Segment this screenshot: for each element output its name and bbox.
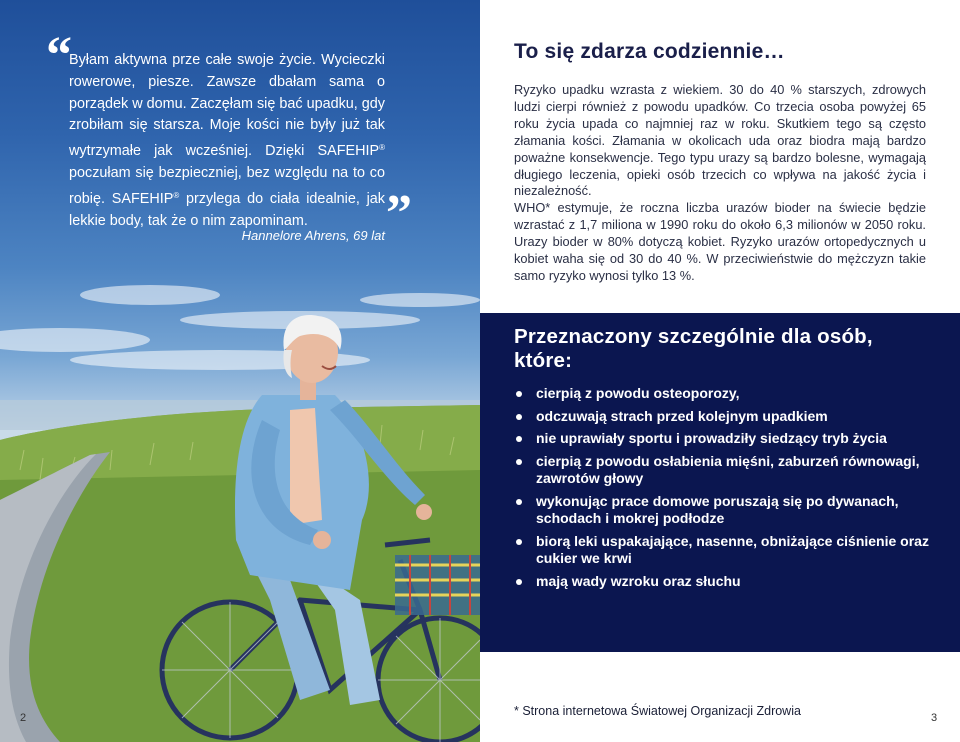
target-group-panel xyxy=(480,313,960,652)
page-number-right: 3 xyxy=(931,712,938,724)
registered-mark: ® xyxy=(379,143,385,153)
article-paragraph: Ryzyko upadku wzrasta z wiekiem. 30 do 40 % starszych, zdrowych ludzi cierpi również z powodu upadków. Co trzecia osoba powyżej 65 roku życia upada co najmniej raz w roku. Skutkiem tego są często złamania kości. Złamania w okolicach uda oraz biodra mają bardzo poważne konsekwencje. Tego typu urazy są bardzo bolesne, wymagają długiego leczenia, opieki osób trzecich co wpływa na jakość życia i niezależność. xyxy=(514,82,926,199)
testimonial-quote xyxy=(69,50,385,232)
list-item: nie uprawiały sportu i prowadziły siedzący tryb życia xyxy=(514,430,934,448)
clouds xyxy=(0,285,480,370)
list-item: cierpią z powodu osłabienia mięśni, zaburzeń równowagi, zawrotów głowy xyxy=(514,453,934,488)
bike-basket xyxy=(395,555,480,615)
article-body xyxy=(514,82,926,285)
target-group-list xyxy=(514,385,934,595)
article-paragraph: WHO* estymuje, że roczna liczba urazów bioder na świecie będzie wzrastać z 1,7 miliona w 1990 roku do około 6,3 milionów w 2050 roku. Urazy bioder w 80% dotyczą kobiet. Ryzyko urazów ortopedycznych u kobiet waha się od 30 do 40 %. W przeciwieństwie do mężczyzn takie samo ryzyko wynosi tylko 13 %. xyxy=(514,200,926,283)
list-item: biorą leki uspakajające, nasenne, obniżające ciśnienie oraz cukier we krwi xyxy=(514,533,934,568)
list-item: wykonując prace domowe poruszają się po dywanach, schodach i mokrej podłodze xyxy=(514,493,934,528)
list-item: cierpią z powodu osteoporozy, xyxy=(514,385,934,403)
quote-part-1: Byłam aktywna prze całe swoje życie. Wycieczki rowerowe, piesze. Zawsze dbałam sama o porządek w domu. Zaczęłam się bać upadku, gdy zrobiłam się starsza. Moje kości nie były już tak wytrzymałe jak wcześniej. Dzięki SAFEHIP xyxy=(69,52,385,160)
footnote: * Strona internetowa Światowej Organizacji Zdrowia xyxy=(514,704,801,718)
open-quote-mark: “ xyxy=(46,27,72,84)
panel-heading: Przeznaczony szczególnie dla osób, które: xyxy=(514,325,873,372)
close-quote-mark: ” xyxy=(386,185,412,242)
article-section xyxy=(514,38,926,285)
registered-mark: ® xyxy=(173,190,180,200)
quote-part-2: poczułam się bezpieczniej, bez względu na to co robię. SAFEHIP xyxy=(69,164,385,207)
list-item: mają wady wzroku oraz słuchu xyxy=(514,573,934,591)
page-number-left: 2 xyxy=(20,712,27,724)
quote-attribution: Hannelore Ahrens, 69 lat xyxy=(241,228,385,243)
quote-part-3: przylega do ciała idealnie, jak lekkie body, tak że o nim zapominam. xyxy=(69,190,385,229)
list-item: odczuwają strach przed kolejnym upadkiem xyxy=(514,408,934,426)
article-heading: To się zdarza codziennie… xyxy=(514,40,785,63)
